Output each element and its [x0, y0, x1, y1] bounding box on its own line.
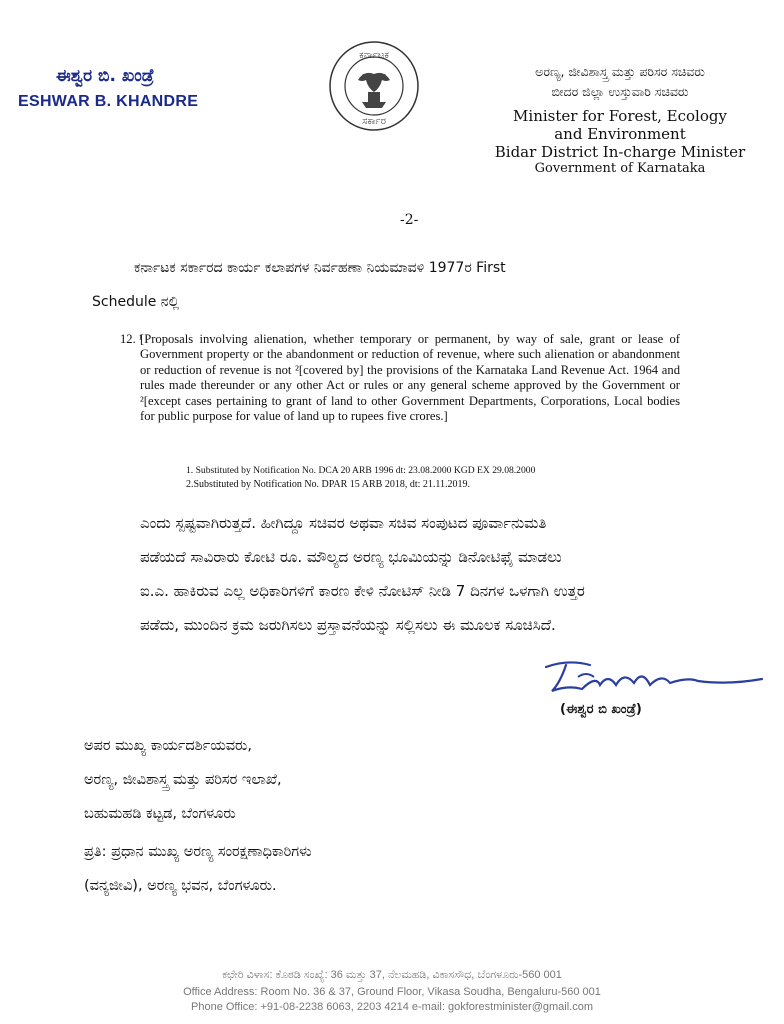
- karnataka-emblem-icon: [328, 40, 420, 132]
- addressee-line-1: ಅಪರ ಮುಖ್ಯ ಕಾರ್ಯದರ್ಶಿಯವರು,: [84, 738, 252, 754]
- copy-to-line-2: (ವನ್ಯಜೀವಿ), ಅರಣ್ಯ ಭವನ, ಬೆಂಗಳೂರು.: [84, 878, 277, 894]
- page-number: -2-: [400, 212, 419, 228]
- designation-english-4: Government of Karnataka: [534, 161, 706, 176]
- body-line-2: ಪಡೆಯದೆ ಸಾವಿರಾರು ಕೋಟಿ ರೂ. ಮೌಲ್ಯದ ಅರಣ್ಯ ಭೂಮಿಯನ್ನು ಡಿನೋಟಿಫೈ ಮಾಡಲು: [140, 548, 562, 566]
- emblem-top-text: ಕರ್ನಾಟಕ: [359, 50, 389, 61]
- rule-number: 12. ¹: [120, 332, 143, 346]
- footnote-2: 2.Substituted by Notification No. DPAR 15 ARB 2018, dt: 21.11.2019.: [186, 479, 470, 490]
- rule-text: [Proposals involving alienation, whether temporary or permanent, by way of sale, grant or lease of Government property or the abandonment or reduction of revenue, where such alienation or abandonment or reduction of revenue is not ²[covered by] the provisions of the Karnataka Land Revenue Act. 1964 and rules made thereunder or any other Act or rules or any general scheme approved by the Government or ²[except cases pertaining to grant of land to other Government Departments, Corporations, Local bodies for public purpose for value of land up to rupees five crores.]: [140, 332, 680, 424]
- minister-name-english: ESHWAR B. KHANDRE: [18, 93, 199, 110]
- footer-phone-email: Phone Office: +91-08-2238 6063, 2203 4214 e-mail: gokforestminister@gmail.com: [191, 1001, 593, 1013]
- minister-name-kannada: ಈಶ್ವರ ಬಿ. ಖಂಡ್ರೆ: [56, 66, 154, 86]
- designation-english-2: and Environment: [554, 125, 686, 143]
- intro-line-2: Schedule ನಲ್ಲಿ: [92, 294, 180, 310]
- designation-kannada-2: ಬೀದರ ಜಿಲ್ಲಾ ಉಸ್ತುವಾರಿ ಸಚಿವರು: [551, 84, 689, 99]
- footer-office-kannada: ಕಛೇರಿ ವಿಳಾಸ: ಕೊಠಡಿ ಸಂಖ್ಯೆ: 36 ಮತ್ತು 37, ನೆಲಮಹಡಿ, ವಿಕಾಸಸೌಧ, ಬೆಂಗಳೂರು-560 001: [222, 969, 562, 981]
- intro-line-1: ಕರ್ನಾಟಕ ಸರ್ಕಾರದ ಕಾರ್ಯ ಕಲಾಪಗಳ ನಿರ್ವಹಣಾ ನಿಯಮಾವಳಿ 1977ರ First: [134, 260, 506, 276]
- designation-kannada-1: ಅರಣ್ಯ, ಜೀವಿಶಾಸ್ತ್ರ ಮತ್ತು ಪರಿಸರ ಸಚಿವರು: [535, 64, 705, 79]
- footnote-1: 1. Substituted by Notification No. DCA 20 ARB 1996 dt: 23.08.2000 KGD EX 29.08.2000: [186, 465, 536, 476]
- designation-english-3: Bidar District In-charge Minister: [494, 143, 746, 161]
- designation-english-1: Minister for Forest, Ecology: [513, 107, 727, 125]
- addressee-line-2: ಅರಣ್ಯ, ಜೀವಿಶಾಸ್ತ್ರ ಮತ್ತು ಪರಿಸರ ಇಲಾಖೆ,: [84, 772, 282, 788]
- signer-name: (ಈಶ್ವರ ಬಿ ಖಂಡ್ರೆ): [560, 702, 642, 717]
- addressee-line-3: ಬಹುಮಹಡಿ ಕಟ್ಟಡ, ಬೆಂಗಳೂರು: [84, 806, 236, 822]
- signature-image: [538, 655, 768, 701]
- body-line-3: ಐ.ಎ. ಹಾಕಿರುವ ಎಲ್ಲ ಅಧಿಕಾರಿಗಳಿಗೆ ಕಾರಣ ಕೇಳಿ ನೋಟಿಸ್ ನೀಡಿ 7 ದಿನಗಳ ಒಳಗಾಗಿ ಉತ್ತರ: [140, 582, 585, 600]
- quoted-rule: [120, 332, 680, 424]
- footer-office-english: Office Address: Room No. 36 & 37, Ground Floor, Vikasa Soudha, Bengaluru-560 001: [183, 986, 601, 998]
- body-line-4: ಪಡೆದು, ಮುಂದಿನ ಕ್ರಮ ಜರುಗಿಸಲು ಪ್ರಸ್ತಾವನೆಯನ್ನು ಸಲ್ಲಿಸಲು ಈ ಮೂಲಕ ಸೂಚಿಸಿದೆ.: [140, 616, 556, 634]
- emblem-bottom-text: ಸರ್ಕಾರ: [362, 116, 386, 127]
- body-line-1: ಎಂದು ಸ್ಪಷ್ಟವಾಗಿರುತ್ತದೆ. ಹೀಗಿದ್ದೂ ಸಚಿವರ ಅಥವಾ ಸಚಿವ ಸಂಪುಟದ ಪೂರ್ವಾನುಮತಿ: [140, 514, 547, 532]
- copy-to-line-1: ಪ್ರತಿ: ಪ್ರಧಾನ ಮುಖ್ಯ ಅರಣ್ಯ ಸಂರಕ್ಷಣಾಧಿಕಾರಿಗಳು: [84, 844, 312, 860]
